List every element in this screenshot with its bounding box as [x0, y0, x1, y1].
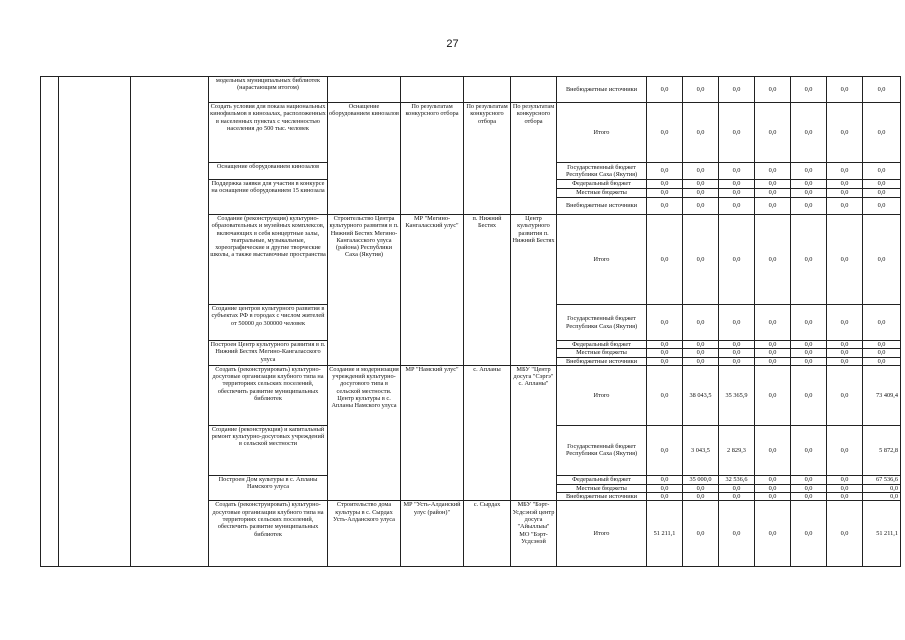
source-cell: Местные бюджеты	[557, 349, 647, 357]
value-cell: 0,0	[863, 493, 901, 501]
value-cell: 0,0	[647, 425, 683, 475]
source-cell: Федеральный бюджет	[557, 475, 647, 484]
value-cell: 0,0	[791, 365, 827, 425]
value-cell: 0,0	[755, 180, 791, 189]
value-cell: 0,0	[827, 475, 863, 484]
value-cell: 0,0	[647, 305, 683, 341]
value-cell: 0,0	[755, 341, 791, 349]
value-cell: 0,0	[863, 189, 901, 198]
value-cell: 0,0	[755, 493, 791, 501]
value-cell: 0,0	[647, 357, 683, 365]
value-cell: 0,0	[683, 163, 719, 180]
goal-cell: Создать (реконструировать) культурно-досуговые организации клубного типа на территориях сельских поселений, обеспечить развитие муниципальных библиотек	[209, 365, 328, 425]
value-cell: 0,0	[683, 215, 719, 305]
object-cell	[511, 77, 557, 103]
value-cell: 0,0	[683, 189, 719, 198]
value-cell: 0,0	[719, 357, 755, 365]
source-cell: Федеральный бюджет	[557, 180, 647, 189]
value-cell: 0,0	[791, 493, 827, 501]
value-cell: 0,0	[719, 103, 755, 163]
value-cell: 0,0	[791, 475, 827, 484]
source-cell: Внебюджетные источники	[557, 198, 647, 215]
value-cell: 0,0	[827, 103, 863, 163]
value-cell: 0,0	[755, 103, 791, 163]
goal-cell: Оснащение оборудованием кинозалов	[209, 163, 328, 180]
value-cell: 0,0	[719, 180, 755, 189]
value-cell: 0,0	[863, 77, 901, 103]
value-cell: 0,0	[827, 77, 863, 103]
value-cell: 0,0	[791, 305, 827, 341]
value-cell: 32 536,6	[719, 475, 755, 484]
measure-cell: Строительство Центра культурного развития в п. Нижний Бестях Мегино-Кангаласского улуса (района) Республики Саха (Якутия)	[328, 215, 401, 366]
value-cell: 0,0	[863, 341, 901, 349]
goal-cell: Создание (реконструкция) и капитальный ремонт культурно-досуговых учреждений в сельской местности	[209, 425, 328, 475]
value-cell: 0,0	[683, 305, 719, 341]
value-cell: 0,0	[647, 341, 683, 349]
value-cell: 0,0	[791, 425, 827, 475]
value-cell: 0,0	[827, 425, 863, 475]
value-cell: 0,0	[647, 189, 683, 198]
executor-cell: По результатам конкурсного отбора	[401, 103, 464, 215]
source-cell: Внебюджетные источники	[557, 493, 647, 501]
value-cell: 0,0	[647, 493, 683, 501]
value-cell: 0,0	[647, 349, 683, 357]
value-cell: 0,0	[647, 77, 683, 103]
value-cell: 2 829,3	[719, 425, 755, 475]
value-cell: 51 211,1	[863, 501, 901, 567]
table-row	[41, 77, 901, 103]
source-cell: Местные бюджеты	[557, 484, 647, 492]
value-cell: 0,0	[791, 180, 827, 189]
value-cell: 0,0	[791, 103, 827, 163]
value-cell: 0,0	[827, 305, 863, 341]
measure-cell: Оснащение оборудованием кинозалов	[328, 103, 401, 215]
value-cell: 0,0	[755, 475, 791, 484]
value-cell: 0,0	[791, 77, 827, 103]
value-cell: 0,0	[719, 215, 755, 305]
value-cell: 0,0	[755, 215, 791, 305]
value-cell: 0,0	[863, 215, 901, 305]
value-cell: 0,0	[827, 501, 863, 567]
value-cell: 0,0	[719, 163, 755, 180]
value-cell: 0,0	[755, 305, 791, 341]
source-cell: Федеральный бюджет	[557, 341, 647, 349]
goal-cell: Создание центров культурного развития в субъектах РФ в городах с числом жителей от 50000 до 300000 человек	[209, 305, 328, 341]
empty-cell	[131, 77, 209, 567]
value-cell: 0,0	[791, 501, 827, 567]
location-cell: с. Апланы	[464, 365, 511, 501]
source-cell: Итого	[557, 215, 647, 305]
value-cell: 0,0	[863, 163, 901, 180]
value-cell: 0,0	[863, 103, 901, 163]
value-cell: 0,0	[683, 180, 719, 189]
value-cell: 0,0	[683, 77, 719, 103]
value-cell: 73 409,4	[863, 365, 901, 425]
value-cell: 0,0	[647, 198, 683, 215]
source-cell: Местные бюджеты	[557, 189, 647, 198]
value-cell: 0,0	[647, 484, 683, 492]
value-cell: 0,0	[683, 198, 719, 215]
executor-cell	[401, 77, 464, 103]
source-cell: Итого	[557, 501, 647, 567]
value-cell: 0,0	[647, 365, 683, 425]
goal-cell: Создать условия для показа национальных кинофильмов в кинозалах, расположенных в населенных пунктах с численностью населения до 500 тыс. человек	[209, 103, 328, 163]
value-cell: 51 211,1	[647, 501, 683, 567]
value-cell: 0,0	[719, 341, 755, 349]
empty-cell	[41, 77, 59, 567]
value-cell: 0,0	[755, 198, 791, 215]
value-cell: 0,0	[827, 215, 863, 305]
value-cell: 0,0	[683, 501, 719, 567]
value-cell: 0,0	[827, 163, 863, 180]
value-cell: 0,0	[827, 198, 863, 215]
value-cell: 0,0	[755, 189, 791, 198]
value-cell: 5 872,8	[863, 425, 901, 475]
value-cell: 0,0	[755, 357, 791, 365]
source-cell: Итого	[557, 365, 647, 425]
measure-cell: Строительство дома культуры в с. Сырдах Усть-Алданского улуса	[328, 501, 401, 567]
value-cell: 0,0	[827, 484, 863, 492]
value-cell: 0,0	[647, 163, 683, 180]
source-cell: Внебюджетные источники	[557, 77, 647, 103]
goal-cell: Построен Дом культуры в с. Апланы Намского улуса	[209, 475, 328, 501]
value-cell: 67 536,6	[863, 475, 901, 484]
value-cell: 0,0	[863, 198, 901, 215]
value-cell: 0,0	[863, 349, 901, 357]
source-cell: Государственный бюджет Республики Саха (Якутия)	[557, 305, 647, 341]
value-cell: 0,0	[863, 180, 901, 189]
value-cell: 0,0	[683, 341, 719, 349]
value-cell: 0,0	[719, 501, 755, 567]
value-cell: 35 365,9	[719, 365, 755, 425]
value-cell: 0,0	[683, 103, 719, 163]
value-cell: 0,0	[827, 341, 863, 349]
goal-cell: Создание (реконструкция) культурно-образовательных и музейных комплексов, включающих в себя концертные залы, театральные, музыкальные, хореографические и другие творческие школы, а также выставочные пространства	[209, 215, 328, 305]
value-cell: 0,0	[647, 475, 683, 484]
value-cell: 0,0	[719, 189, 755, 198]
object-cell: МБУ "Бэрт-Усдсэнэй центр досуга "Айыллыы" МО "Бэрт-Усдсэнэй	[511, 501, 557, 567]
value-cell: 0,0	[863, 484, 901, 492]
value-cell: 0,0	[719, 484, 755, 492]
value-cell: 0,0	[791, 163, 827, 180]
value-cell: 0,0	[719, 198, 755, 215]
measure-cell: Создание и модернизация учреждений культурно-досугового типа в сельской местности. Центр культуры в с. Апланы Намского улуса	[328, 365, 401, 501]
value-cell: 3 043,5	[683, 425, 719, 475]
value-cell: 0,0	[791, 215, 827, 305]
source-cell: Государственный бюджет Республики Саха (Якутия)	[557, 163, 647, 180]
location-cell	[464, 77, 511, 103]
value-cell: 35 000,0	[683, 475, 719, 484]
page-number: 27	[446, 38, 459, 50]
value-cell: 0,0	[827, 493, 863, 501]
value-cell: 0,0	[755, 349, 791, 357]
location-cell: По результатам конкурсного отбора	[464, 103, 511, 215]
value-cell: 0,0	[683, 484, 719, 492]
source-cell: Внебюджетные источники	[557, 357, 647, 365]
object-cell: По результатам конкурсного отбора	[511, 103, 557, 215]
value-cell: 0,0	[683, 493, 719, 501]
value-cell: 0,0	[755, 425, 791, 475]
budget-table	[40, 76, 901, 567]
location-cell: п. Нижний Бестях	[464, 215, 511, 366]
value-cell: 0,0	[827, 357, 863, 365]
value-cell: 0,0	[791, 349, 827, 357]
value-cell: 0,0	[755, 163, 791, 180]
value-cell: 0,0	[647, 215, 683, 305]
object-cell: МБУ "Центр досуга "Сэргэ" с. Апланы"	[511, 365, 557, 501]
goal-cell: Создать (реконструировать) культурно-досуговые организации клубного типа на территориях сельских поселений, обеспечить развитие муниципальных библиотек	[209, 501, 328, 567]
empty-cell	[59, 77, 131, 567]
measure-cell	[328, 77, 401, 103]
value-cell: 0,0	[827, 180, 863, 189]
source-cell: Итого	[557, 103, 647, 163]
value-cell: 38 043,5	[683, 365, 719, 425]
value-cell: 0,0	[791, 189, 827, 198]
value-cell: 0,0	[647, 103, 683, 163]
value-cell: 0,0	[719, 305, 755, 341]
goal-cell: Поддержка заявки для участия в конкурсе на оснащение оборудованием 15 кинозала	[209, 180, 328, 215]
value-cell: 0,0	[719, 77, 755, 103]
value-cell: 0,0	[791, 484, 827, 492]
location-cell: с. Сырдах	[464, 501, 511, 567]
value-cell: 0,0	[863, 305, 901, 341]
value-cell: 0,0	[755, 365, 791, 425]
value-cell: 0,0	[719, 493, 755, 501]
value-cell: 0,0	[827, 365, 863, 425]
goal-cell: модельных муниципальных библиотек (нарастающим итогом)	[209, 77, 328, 103]
value-cell: 0,0	[719, 349, 755, 357]
value-cell: 0,0	[791, 341, 827, 349]
value-cell: 0,0	[647, 180, 683, 189]
executor-cell: МР "Усть-Алданский улус (район)"	[401, 501, 464, 567]
executor-cell: МР "Мегино-Кангаласский улус"	[401, 215, 464, 366]
value-cell: 0,0	[683, 357, 719, 365]
value-cell: 0,0	[791, 357, 827, 365]
value-cell: 0,0	[791, 198, 827, 215]
value-cell: 0,0	[683, 349, 719, 357]
value-cell: 0,0	[755, 484, 791, 492]
executor-cell: МР "Намский улус"	[401, 365, 464, 501]
goal-cell: Построен Центр культурного развития в п. Нижний Бестях Мегино-Кангаласского улуса	[209, 341, 328, 366]
value-cell: 0,0	[755, 77, 791, 103]
object-cell: Центр культурного развития п. Нижний Бестях	[511, 215, 557, 366]
value-cell: 0,0	[863, 357, 901, 365]
value-cell: 0,0	[827, 189, 863, 198]
source-cell: Государственный бюджет Республики Саха (Якутия)	[557, 425, 647, 475]
value-cell: 0,0	[827, 349, 863, 357]
value-cell: 0,0	[755, 501, 791, 567]
